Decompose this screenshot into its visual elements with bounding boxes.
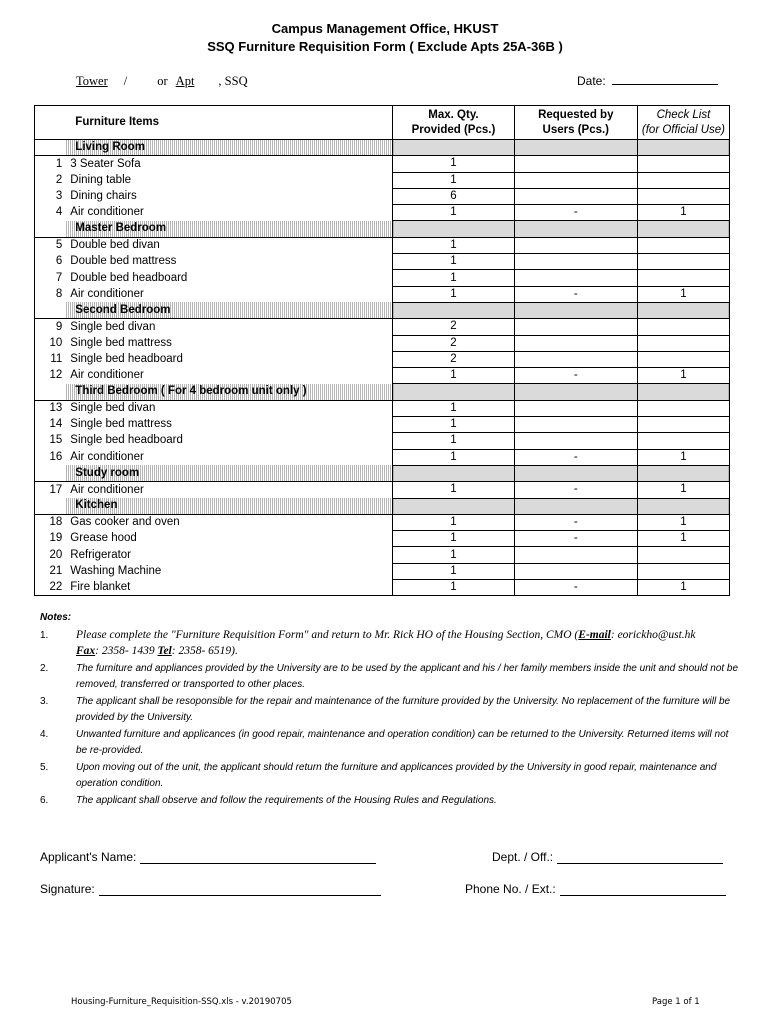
table-row — [35, 172, 730, 188]
applicant-name-label: Applicant's Name: — [40, 850, 137, 864]
check-list-cell — [637, 254, 729, 270]
dept-field[interactable] — [492, 850, 723, 864]
check-list-cell: 1 — [637, 368, 729, 384]
max-qty-cell: 1 — [393, 482, 514, 498]
item-number: 14 — [35, 417, 67, 433]
requested-qty-cell[interactable] — [514, 237, 637, 253]
requested-qty-cell[interactable] — [514, 433, 637, 449]
max-qty-cell: 1 — [393, 514, 514, 530]
tower-slash: / — [123, 74, 128, 88]
requested-qty-cell[interactable]: - — [514, 531, 637, 547]
section-title: Second Bedroom — [66, 302, 392, 318]
max-qty-cell: 1 — [393, 417, 514, 433]
section-row — [35, 498, 730, 514]
signature-label: Signature: — [40, 882, 95, 896]
table-row — [35, 270, 730, 286]
check-list-cell — [637, 563, 729, 579]
requested-qty-cell[interactable] — [514, 417, 637, 433]
table-row — [35, 563, 730, 579]
requested-qty-cell[interactable] — [514, 351, 637, 367]
check-list-cell: 1 — [637, 482, 729, 498]
email-label: E-mail — [578, 629, 611, 641]
requested-qty-cell[interactable] — [514, 563, 637, 579]
requested-qty-cell[interactable] — [514, 188, 637, 204]
max-qty-cell: 1 — [393, 205, 514, 221]
table-row — [35, 351, 730, 367]
table-row — [35, 417, 730, 433]
item-name: Fire blanket — [66, 580, 392, 596]
table-row — [35, 547, 730, 563]
section-title: Kitchen — [66, 498, 392, 514]
max-qty-cell: 6 — [393, 188, 514, 204]
item-name: Dining table — [70, 173, 132, 186]
requested-qty-cell[interactable] — [514, 156, 637, 172]
applicant-name-line[interactable] — [140, 852, 376, 864]
item-number: 12 — [35, 368, 67, 384]
check-list-cell — [637, 319, 729, 335]
table-row — [35, 368, 730, 384]
table-row — [35, 400, 730, 416]
item-name: Double bed divan — [70, 239, 160, 252]
item-name: Air conditioner — [70, 450, 144, 463]
item-number: 13 — [35, 400, 67, 416]
item-name: Single bed divan — [70, 402, 156, 415]
item-name: Single bed mattress — [70, 418, 172, 431]
requested-qty-cell[interactable] — [514, 172, 637, 188]
max-qty-cell: 1 — [393, 400, 514, 416]
section-row — [35, 140, 730, 156]
ssq-label: , SSQ — [218, 74, 248, 88]
contact-tel: : 2358- 6519). — [171, 644, 238, 657]
max-qty-cell: 1 — [393, 449, 514, 465]
tel-label: Tel — [157, 644, 172, 657]
item-number: 11 — [35, 351, 67, 367]
check-list-cell — [637, 335, 729, 351]
check-list-cell: 1 — [637, 286, 729, 302]
table-row — [35, 514, 730, 530]
item-number: 22 — [35, 580, 67, 596]
requested-qty-cell[interactable] — [514, 254, 637, 270]
check-list-cell: 1 — [637, 531, 729, 547]
max-qty-cell: 1 — [393, 172, 514, 188]
max-qty-cell: 1 — [393, 237, 514, 253]
tower-label: Tower — [76, 74, 108, 88]
item-name: Grease hood — [70, 532, 137, 545]
item-number: 1 — [35, 156, 67, 172]
phone-label: Phone No. / Ext.: — [465, 882, 556, 896]
requested-qty-cell[interactable]: - — [514, 514, 637, 530]
item-number: 16 — [35, 449, 67, 465]
date-input-line[interactable] — [612, 74, 718, 85]
table-row — [35, 449, 730, 465]
section-title: Living Room — [66, 140, 392, 156]
item-number: 8 — [35, 286, 67, 302]
section-row — [35, 465, 730, 481]
max-qty-cell: 1 — [393, 368, 514, 384]
item-name: Gas cooker and oven — [70, 516, 180, 529]
item-number: 4 — [35, 205, 67, 221]
or-label: or — [157, 74, 168, 88]
signature-field[interactable] — [40, 882, 381, 896]
check-list-cell: 1 — [637, 580, 729, 596]
item-name: Air conditioner — [70, 287, 144, 300]
signature-line[interactable] — [99, 884, 381, 896]
location-line — [76, 74, 248, 89]
applicant-name-field[interactable] — [40, 850, 376, 864]
note-5: 5. Upon moving out of the unit, the applicant should return the furniture and applicances provided by the University in good repair, maintenance and operation condition. — [40, 762, 717, 789]
max-qty-cell: 1 — [393, 580, 514, 596]
requested-qty-cell[interactable]: - — [514, 482, 637, 498]
contact-fax: : 2358- 1439 — [95, 644, 155, 657]
section-row — [35, 302, 730, 318]
check-list-cell: 1 — [637, 449, 729, 465]
footer-file: Housing-Furniture_Requisition-SSQ.xls - v.20190705 — [71, 997, 292, 1007]
table-row — [35, 319, 730, 335]
notes-heading: Notes: — [40, 612, 72, 623]
check-list-cell — [637, 547, 729, 563]
furniture-table — [34, 105, 730, 596]
table-row — [35, 531, 730, 547]
table-row — [35, 237, 730, 253]
apt-label: Apt — [175, 74, 195, 88]
header-check-list: Check List (for Official Use) — [637, 106, 729, 140]
item-name: Air conditioner — [70, 483, 144, 496]
check-list-cell — [637, 156, 729, 172]
item-number: 21 — [35, 563, 67, 579]
section-row — [35, 221, 730, 237]
check-list-cell — [637, 351, 729, 367]
item-name: Single bed headboard — [70, 353, 183, 365]
header-item: Furniture Items — [66, 106, 392, 140]
table-row — [35, 188, 730, 204]
requested-qty-cell[interactable] — [514, 319, 637, 335]
item-number: 15 — [35, 433, 67, 449]
requested-qty-cell[interactable] — [514, 270, 637, 286]
requested-qty-cell[interactable] — [514, 335, 637, 351]
notes-section — [40, 612, 740, 811]
header-requested: Requested by Users (Pcs.) — [514, 106, 637, 140]
dept-label: Dept. / Off.: — [492, 850, 554, 864]
item-name: Dining chairs — [70, 190, 137, 203]
item-name: Air conditioner — [70, 206, 144, 219]
item-name: Single bed headboard — [70, 434, 183, 447]
table-row — [35, 482, 730, 498]
note-6: 6. The applicant shall observe and follow the requirements of the Housing Rules and Regulations. — [40, 795, 497, 806]
item-name: Double bed mattress — [70, 255, 177, 268]
item-name: Single bed divan — [70, 320, 156, 333]
section-title: Master Bedroom — [66, 221, 392, 237]
item-number: 9 — [35, 319, 67, 335]
section-title: Study room — [66, 465, 392, 481]
item-number: 3 — [35, 188, 67, 204]
table-row — [35, 205, 730, 221]
check-list-cell — [637, 400, 729, 416]
item-number: 18 — [35, 514, 67, 530]
max-qty-cell: 1 — [393, 286, 514, 302]
item-number: 2 — [35, 172, 67, 188]
phone-line[interactable] — [560, 884, 726, 896]
table-row — [35, 254, 730, 270]
note-1: 1. Please complete the "Furniture Requisition Form" and return to Mr. Rick HO of the Housing Section, CMO (E-mail: eorickho@ust.hk Fax: 2358- 1439 Tel: 2358- 6519). — [40, 629, 696, 657]
section-title: Third Bedroom ( For 4 bedroom unit only ) — [66, 384, 392, 400]
item-name: Single bed mattress — [70, 336, 172, 349]
table-row — [35, 433, 730, 449]
date-label: Date: — [577, 74, 606, 88]
header-max-qty: Max. Qty. Provided (Pcs.) — [393, 106, 514, 140]
check-list-cell — [637, 417, 729, 433]
form-title: Campus Management Office, HKUST — [271, 21, 499, 36]
table-row — [35, 286, 730, 302]
note-2: 2. The furniture and appliances provided by the University are to be used by the applicant and his / her family members inside the unit and should not be removed, transferred or transported to other places. — [40, 663, 739, 690]
max-qty-cell: 1 — [393, 433, 514, 449]
note-3: 3. The applicant shall be resoponsible for the repair and maintenance of the furniture provided by the University. No replacement of the furniture will be provided by the University. — [40, 696, 731, 723]
check-list-cell — [637, 172, 729, 188]
requested-qty-cell[interactable]: - — [514, 368, 637, 384]
requested-qty-cell[interactable]: - — [514, 205, 637, 221]
form-subtitle: SSQ Furniture Requisition Form ( Exclude Apts 25A-36B ) — [207, 39, 563, 54]
check-list-cell: 1 — [637, 514, 729, 530]
item-number: 5 — [35, 237, 67, 253]
header-no — [35, 106, 67, 140]
requested-qty-cell[interactable] — [514, 547, 637, 563]
footer-page: Page 1 of 1 — [652, 997, 700, 1007]
max-qty-cell: 1 — [393, 270, 514, 286]
item-name: Air conditioner — [70, 369, 144, 382]
item-name: 3 Seater Sofa — [70, 157, 141, 170]
max-qty-cell: 2 — [393, 319, 514, 335]
table-header — [35, 106, 730, 140]
requested-qty-cell[interactable]: - — [514, 286, 637, 302]
section-row — [35, 384, 730, 400]
check-list-cell — [637, 188, 729, 204]
item-name: Refrigerator — [70, 548, 132, 561]
max-qty-cell: 1 — [393, 547, 514, 563]
table-row — [35, 335, 730, 351]
requested-qty-cell[interactable]: - — [514, 449, 637, 465]
dept-line[interactable] — [557, 852, 723, 864]
item-name: Double bed headboard — [70, 271, 188, 284]
contact-email: : eorickho@ust.hk — [610, 629, 696, 641]
check-list-cell — [637, 237, 729, 253]
table-row — [35, 580, 730, 596]
table-row — [35, 156, 730, 172]
max-qty-cell: 2 — [393, 351, 514, 367]
note-4: 4. Unwanted furniture and applicances (in good repair, maintenance and operation condition) can be returned to the University. Returned items will not be re-provided. — [40, 729, 729, 756]
max-qty-cell: 1 — [393, 156, 514, 172]
item-number: 19 — [35, 531, 67, 547]
item-name: Washing Machine — [70, 564, 162, 577]
item-number: 6 — [35, 254, 67, 270]
check-list-cell — [637, 433, 729, 449]
check-list-cell: 1 — [637, 205, 729, 221]
max-qty-cell: 2 — [393, 335, 514, 351]
requested-qty-cell[interactable]: - — [514, 580, 637, 596]
check-list-cell — [637, 270, 729, 286]
item-number: 17 — [35, 482, 67, 498]
item-number: 10 — [35, 335, 67, 351]
max-qty-cell: 1 — [393, 254, 514, 270]
item-number: 7 — [35, 270, 67, 286]
max-qty-cell: 1 — [393, 531, 514, 547]
item-number: 20 — [35, 547, 67, 563]
phone-field[interactable] — [465, 882, 726, 896]
max-qty-cell: 1 — [393, 563, 514, 579]
fax-label: Fax — [76, 644, 96, 657]
date-field[interactable] — [577, 74, 718, 88]
requested-qty-cell[interactable] — [514, 400, 637, 416]
